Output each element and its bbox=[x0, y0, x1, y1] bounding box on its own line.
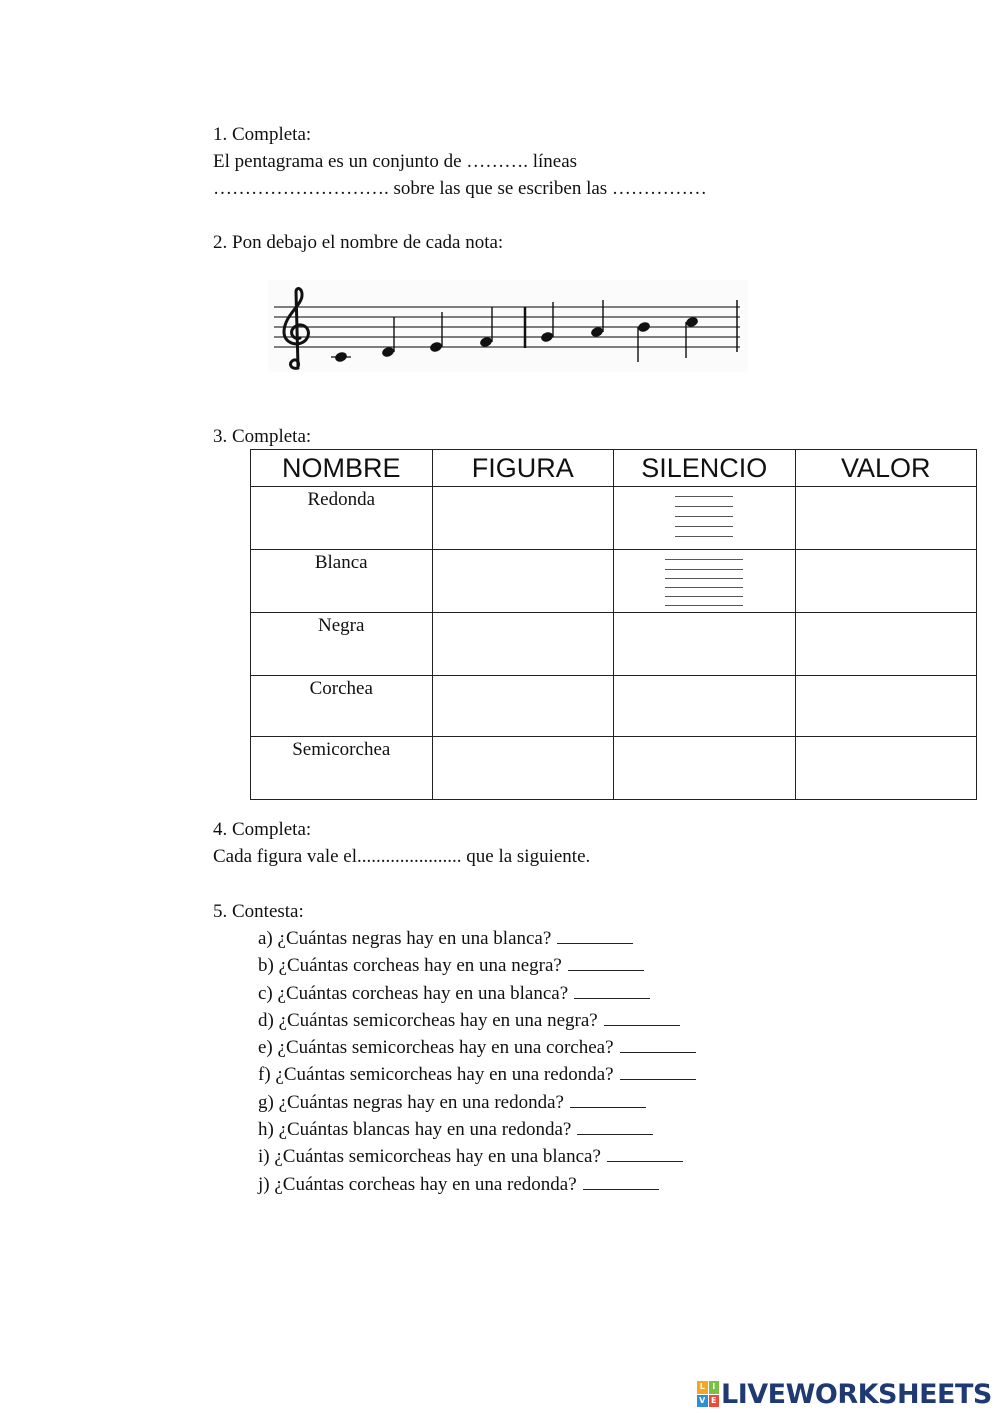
list-item bbox=[258, 952, 696, 979]
section-1-heading: 1. Completa: bbox=[213, 124, 312, 145]
list-item bbox=[258, 1007, 696, 1034]
valor-cell[interactable] bbox=[795, 487, 977, 550]
answer-blank[interactable] bbox=[577, 1118, 653, 1135]
list-item bbox=[258, 1116, 696, 1143]
table-row bbox=[251, 550, 977, 613]
answer-blank[interactable] bbox=[574, 982, 650, 999]
question-text: i) ¿Cuántas semicorcheas hay en una blanca? bbox=[258, 1146, 601, 1168]
figura-cell[interactable] bbox=[432, 737, 614, 800]
list-item bbox=[258, 1143, 696, 1170]
logo-letter: I bbox=[709, 1381, 720, 1394]
col-silencio: SILENCIO bbox=[614, 450, 796, 487]
answer-blank[interactable] bbox=[607, 1145, 683, 1162]
section-4-heading: 4. Completa: bbox=[213, 819, 312, 840]
table-row bbox=[251, 676, 977, 737]
row-name: Corchea bbox=[251, 676, 433, 737]
question-text: c) ¿Cuántas corcheas hay en una blanca? bbox=[258, 982, 569, 1004]
section-1-line-1: El pentagrama es un conjunto de ………. líneas bbox=[213, 151, 578, 172]
col-figura: FIGURA bbox=[432, 450, 614, 487]
section-5-heading: 5. Contesta: bbox=[213, 901, 304, 922]
section-4 bbox=[213, 816, 590, 870]
answer-blank[interactable] bbox=[570, 1091, 646, 1108]
table-row bbox=[251, 737, 977, 800]
list-item bbox=[258, 925, 696, 952]
silencio-cell[interactable] bbox=[614, 550, 796, 613]
logo-letter: L bbox=[697, 1381, 708, 1394]
answer-blank[interactable] bbox=[604, 1009, 680, 1026]
table-header-row bbox=[251, 450, 977, 487]
figura-cell[interactable] bbox=[432, 487, 614, 550]
list-item bbox=[258, 1034, 696, 1061]
row-name: Redonda bbox=[251, 487, 433, 550]
question-text: b) ¿Cuántas corcheas hay en una negra? bbox=[258, 955, 562, 977]
question-text: f) ¿Cuántas semicorcheas hay en una redonda? bbox=[258, 1064, 614, 1086]
table-row bbox=[251, 613, 977, 676]
figura-cell[interactable] bbox=[432, 676, 614, 737]
section-1-line-2: ………………………. sobre las que se escriben las …………… bbox=[213, 178, 707, 199]
list-item bbox=[258, 1171, 696, 1198]
question-text: e) ¿Cuántas semicorcheas hay en una corchea? bbox=[258, 1037, 614, 1059]
question-text: d) ¿Cuántas semicorcheas hay en una negra? bbox=[258, 1009, 598, 1031]
row-name: Negra bbox=[251, 613, 433, 676]
music-staff bbox=[268, 280, 748, 372]
section-2-heading: 2. Pon debajo el nombre de cada nota: bbox=[213, 232, 504, 253]
silencio-cell[interactable] bbox=[614, 613, 796, 676]
section-1 bbox=[213, 121, 707, 202]
answer-blank[interactable] bbox=[620, 1036, 696, 1053]
figures-table bbox=[250, 449, 977, 800]
valor-cell[interactable] bbox=[795, 550, 977, 613]
question-text: j) ¿Cuántas corcheas hay en una redonda? bbox=[258, 1173, 577, 1195]
silencio-cell[interactable] bbox=[614, 487, 796, 550]
answer-blank[interactable] bbox=[620, 1063, 696, 1080]
logo-blocks-icon bbox=[697, 1381, 719, 1407]
logo-letter: V bbox=[697, 1395, 708, 1408]
valor-cell[interactable] bbox=[795, 737, 977, 800]
question-text: h) ¿Cuántas blancas hay en una redonda? bbox=[258, 1119, 572, 1141]
list-item bbox=[258, 980, 696, 1007]
rest-staff-icon bbox=[675, 496, 733, 537]
answer-blank[interactable] bbox=[557, 927, 633, 944]
table-row bbox=[251, 487, 977, 550]
question-list bbox=[258, 925, 696, 1198]
section-3-heading: 3. Completa: bbox=[213, 426, 312, 447]
row-name: Blanca bbox=[251, 550, 433, 613]
col-nombre: NOMBRE bbox=[251, 450, 433, 487]
row-name: Semicorchea bbox=[251, 737, 433, 800]
liveworksheets-logo bbox=[697, 1377, 992, 1411]
valor-cell[interactable] bbox=[795, 613, 977, 676]
answer-blank[interactable] bbox=[568, 954, 644, 971]
figura-cell[interactable] bbox=[432, 550, 614, 613]
silencio-cell[interactable] bbox=[614, 737, 796, 800]
col-valor: VALOR bbox=[795, 450, 977, 487]
figura-cell[interactable] bbox=[432, 613, 614, 676]
rest-staff-icon bbox=[665, 559, 743, 606]
brand-name: LIVEWORKSHEETS bbox=[721, 1378, 992, 1410]
logo-letter: E bbox=[709, 1395, 720, 1408]
question-text: g) ¿Cuántas negras hay en una redonda? bbox=[258, 1091, 564, 1113]
silencio-cell[interactable] bbox=[614, 676, 796, 737]
valor-cell[interactable] bbox=[795, 676, 977, 737]
section-4-line: Cada figura vale el...................... que la siguiente. bbox=[213, 846, 591, 867]
list-item bbox=[258, 1061, 696, 1088]
list-item bbox=[258, 1089, 696, 1116]
question-text: a) ¿Cuántas negras hay en una blanca? bbox=[258, 928, 552, 949]
answer-blank[interactable] bbox=[583, 1173, 659, 1190]
